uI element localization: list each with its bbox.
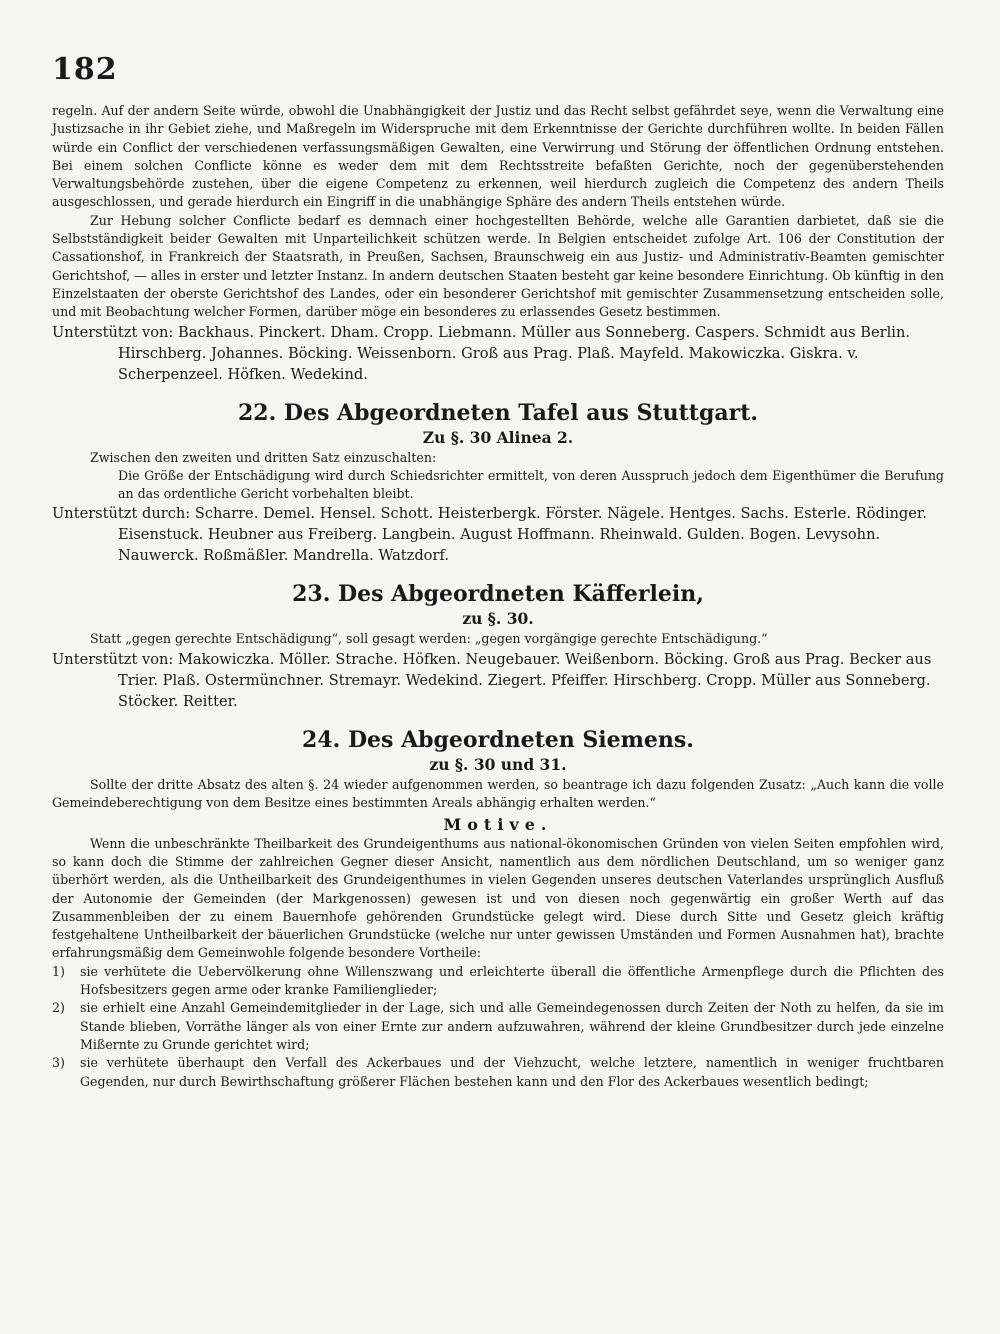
list-item-number: 3) bbox=[52, 1055, 65, 1071]
list-item bbox=[52, 963, 944, 1000]
page-number: 182 bbox=[52, 52, 118, 87]
section-24-proposal: Sollte der dritte Absatz des alten §. 24 wieder aufgenommen werden, so beantrage ich dazu folgenden Zusatz: „Auch kann die volle Gemeindeberechtigung von dem Besitze eines bestimmten Areals abhängig erhalten werden.“ bbox=[52, 776, 944, 811]
list-item-text: sie erhielt eine Anzahl Gemeindemitglieder in der Lage, sich und alle Gemeindegenossen durch Zeiten der Noth zu helfen, da sie im Stande blieben, Vorräthe länger als von einer Ernte zur andern aufzuwahren, während der kleine Grundbesitzer durch jede einzelne Mißernte zu Grunde gerichtet wird; bbox=[80, 1000, 944, 1052]
section-23-supporters: Unterstützt von: Makowiczka. Möller. Strache. Höfken. Neugebauer. Weißenborn. Böcking. Groß aus Prag. Becker aus Trier. Plaß. Ostermünchner. Stremayr. Wedekind. Ziegert. Pfeiffer. Hirschberg. Cropp. Müller aus Sonneberg. Stöcker. Reitter. bbox=[52, 650, 932, 710]
section-22-quote: Die Größe der Entschädigung wird durch Schiedsrichter ermittelt, von deren Ausspruch jedoch dem Eigenthümer die Berufung an das ordentliche Gericht vorbehalten bleibt. bbox=[118, 467, 944, 502]
intro-paragraph-1: regeln. Auf der andern Seite würde, obwohl die Unabhängigkeit der Justiz und das Recht selbst gefährdet seye, wenn die Verwaltung eine Justizsache in ihr Gebiet ziehe, und Maßregeln im Widerspruche mit dem Erkenntnisse der Gerichte durchführen wollte. In beiden Fällen würde ein Conflict der verschiedenen verfassungsmäßigen Gewalten, eine Verwirrung und Störung der öffentlichen Ordnung entstehen. Bei einem solchen Conflicte könne es weder dem mit dem Rechtsstreite befaßten Gerichte, noch der gegenüberstehenden Verwaltungsbehörde zustehen, über die eigene Competenz zu erkennen, weil hierdurch zugleich die Competenz des andern Theils ausgeschlossen, und gerade hierdurch ein Eingriff in die unabhängige Sphäre des andern Theils entstehen würde. bbox=[52, 103, 944, 210]
section-24-motive-heading: Motive. bbox=[443, 815, 553, 835]
section-24-subtitle: zu §. 30 und 31. bbox=[429, 754, 567, 774]
list-item-number: 1) bbox=[52, 963, 65, 979]
section-22-instruction: Zwischen den zweiten und dritten Satz einzuschalten: bbox=[90, 449, 437, 465]
section-22-supporters: Unterstützt durch: Scharre. Demel. Hensel. Schott. Heisterbergk. Förster. Nägele. Hentges. Sachs. Esterle. Rödinger. Eisenstuck. Heubner aus Freiberg. Langbein. August Hoffmann. Rheinwald. Gulden. Bogen. Levysohn. Nauwerck. Roßmäßler. Mandrella. Watzdorf. bbox=[52, 505, 927, 565]
list-item-text: sie verhütete die Uebervölkerung ohne Willenszwang und erleichterte überall die öffentliche Armenpflege durch die Pflichten des Hofsbesitzers gegen arme oder kranke Familienglieder; bbox=[80, 963, 944, 998]
section-23-instruction: Statt „gegen gerechte Entschädigung“, soll gesagt werden: „gegen vorgängige gerechte Entschädigung.“ bbox=[90, 631, 768, 647]
page-body bbox=[52, 102, 944, 1091]
section-22-subtitle: Zu §. 30 Alinea 2. bbox=[422, 427, 574, 447]
list-item-number: 2) bbox=[52, 1000, 65, 1016]
section-24-title: 24. Des Abgeordneten Siemens. bbox=[302, 726, 694, 753]
list-item-text: sie verhütete überhaupt den Verfall des Ackerbaues und der Viehzucht, welche letztere, namentlich in weniger fruchtbaren Gegenden, nur durch Bewirthschaftung größerer Flächen bestehen kann und den Flor des Ackerbaues wesentlich bedingt; bbox=[80, 1055, 944, 1089]
section-22-title: 22. Des Abgeordneten Tafel aus Stuttgart. bbox=[237, 399, 759, 426]
section-23-subtitle: zu §. 30. bbox=[462, 609, 534, 629]
section-24-motive-paragraph: Wenn die unbeschränkte Theilbarkeit des Grundeigenthums aus national-ökonomischen Gründen von vielen Seiten empfohlen wird, so kann doch die Stimme der zahlreichen Gegner dieser Ansicht, namentlich aus dem nördlichen Deutschland, um so weniger ganz überhört werden, als die Untheilbarkeit des Grundeigenthumes in vielen Gegenden unseres deutschen Vaterlandes ursprünglich Ausfluß der Autonomie der Gemeinden (der Markgenossen) gewesen ist und von diesen noch gegenwärtig ein großer Werth auf das Zusammenbleiben der zu einem Bauernhofe gehörenden Grundstücke gelegt wird. Diese durch Sitte und Gesetz gleich kräftig festgehaltene Untheilbarkeit der bäuerlichen Grundstücke (welche nur unter gewissen Umständen und Formen Ausnahmen hat), brachte erfahrungsmäßig dem Gemeinwohle folgende besondere Vortheile: bbox=[52, 835, 944, 961]
list-item bbox=[52, 1054, 944, 1091]
advantages-list bbox=[52, 963, 944, 1091]
list-item bbox=[52, 999, 944, 1054]
section-23-title: 23. Des Abgeordneten Käfferlein, bbox=[292, 581, 704, 608]
intro-paragraph-2: Zur Hebung solcher Conflicte bedarf es demnach einer hochgestellten Behörde, welche alle Garantien darbietet, daß sie die Selbstständigkeit beider Gewalten mit Unparteilichkeit schützen werde. In Belgien entscheidet zufolge Art. 106 der Constitution der Cassationshof, in Frankreich der Staatsrath, in Preußen, Sachsen, Braunschweig ein aus Justiz- und Administrativ-Beamten gemischter Gerichtshof, — alles in erster und letzter Instanz. In andern deutschen Staaten besteht gar keine besondere Einrichtung. Ob künftig in den Einzelstaaten der oberste Gerichtshof des Landes, oder ein besonderer Gerichtshof mit gemischter Zusammensetzung entscheiden solle, und mit Beobachtung welcher Formen, darüber möge ein besonderes zu erlassendes Gesetz bestimmen. bbox=[52, 212, 944, 320]
intro-supporters: Unterstützt von: Backhaus. Pinckert. Dham. Cropp. Liebmann. Müller aus Sonneberg. Caspers. Schmidt aus Berlin. Hirschberg. Johannes. Böcking. Weissenborn. Groß aus Prag. Plaß. Mayfeld. Makowiczka. Giskra. v. Scherpenzeel. Höfken. Wedekind. bbox=[52, 323, 910, 383]
